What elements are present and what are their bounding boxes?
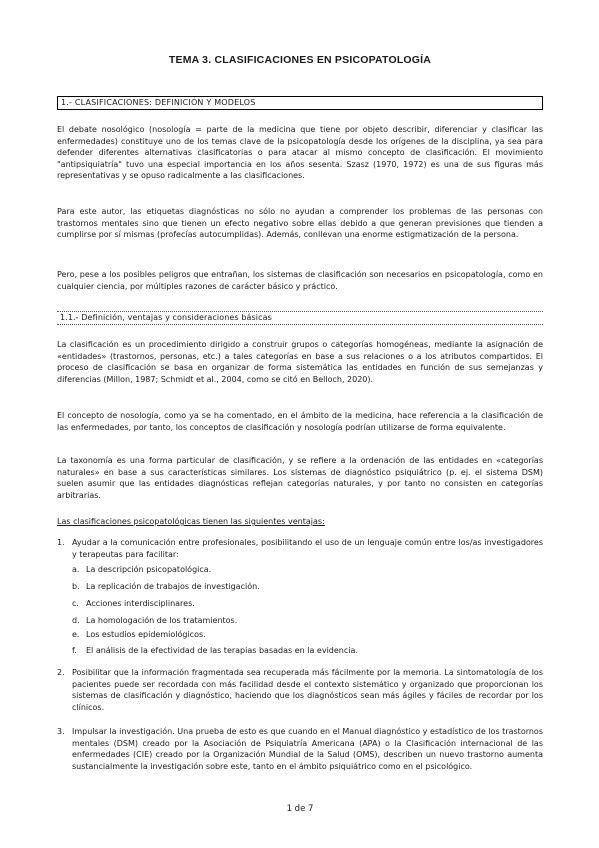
- paragraph-debate: El debate nosológico (nosología = parte de la medicina que tiene por objeto describir, diferenciar y clasificar las enfermedades) constituye uno de los temas clave de la psicopatología desde los orígenes de la disciplina, ya sea para defender diferentes alternativas clasificatorias o para atacar al mismo concepto de clasificación. El movimiento "antipsiquiatría" tuvo una especial importancia en los años sesenta. Szasz (1970, 1972) es una de sus figuras más representativas y se opuso radicalmente a las clasificaciones.: [57, 125, 543, 181]
- advantages-heading: Las clasificaciones psicopatológicas tienen las siguientes ventajas:: [57, 517, 325, 526]
- sub-list-item: e. Los estudios epidemiológicos.: [72, 630, 206, 639]
- list-item-research: Impulsar la investigación. Una prueba de esto es que cuando en el Manual diagnóstico y estadístico de los trastornos mentales (DSM) creado por la Asociación de Psiquiatría Americana (APA) o la Clasificación internacional de las enfermedades (CIE) creado por la Organización Mundial de la Salud (OMS), describen un nuevo trastorno aumenta sustancialmente la investigación sobre este, tanto en el ámbito psiquiátrico como en el psicológico.: [72, 727, 543, 771]
- paragraph-taxonomy: La taxonomía es una forma particular de clasificación, y se refiere a la ordenación de las entidades en «categorías naturales» en base a sus características similares. Los sistemas de diagnóstico psiquiátrico (p. ej. el sistema DSM) suelen asumir que las entidades diagnósticas reflejan categorías naturales, y por tanto no consisten en categorías arbitrarias.: [57, 456, 543, 500]
- paragraph-definition: La clasificación es un procedimiento dirigido a construir grupos o categorías homogéneas, mediante la asignación de «entidades» (trastornos, personas, etc.) a tales categorías en base a sus relaciones o a los atributos compartidos. El proceso de clasificación se basa en organizar de forma sistemática las entidades en función de sus semejanzas y diferencias (Millon, 1987; Schmidt et al., 2004, como se citó en Belloch, 2020).: [57, 340, 543, 384]
- sub-list-item: b. La replicación de trabajos de investigación.: [72, 582, 260, 591]
- list-number-2: 2.: [57, 668, 65, 677]
- list-number-3: 3.: [57, 727, 65, 736]
- list-item-memory: Posibilitar que la información fragmentada sea recuperada más fácilmente por la memoria. La sintomatología de los pacientes puede ser recordada con más facilidad desde el contexto sistemático y organizado que proporcionan los sistemas de clasificación y diagnóstico, haciendo que los diagnósticos sean más ágiles y fáciles de recordar por los clínicos.: [72, 668, 543, 712]
- sub-list-item: d. La homologación de los tratamientos.: [72, 616, 238, 625]
- paragraph-nosology: El concepto de nosología, como ya se ha comentado, en el ámbito de la medicina, hace referencia a la clasificación de las enfermedades, por tanto, los conceptos de clasificación y nosología podrían utilizarse de forma equivalente.: [57, 411, 543, 432]
- sub-list-item: a. La descripción psicopatológica.: [72, 565, 212, 574]
- paragraph-necessity: Pero, pese a los posibles peligros que entrañan, los sistemas de clasificación son necesarios en psicopatología, como en cualquier ciencia, por múltiples razones de carácter básico y práctico.: [57, 270, 543, 291]
- sub-list-item: f. El análisis de la efectividad de las terapias basadas en la evidencia.: [72, 646, 358, 655]
- sub-list-item: c. Acciones interdisciplinares.: [72, 599, 195, 608]
- page-number: 1 de 7: [286, 804, 314, 814]
- list-item-communication: Ayudar a la comunicación entre profesionales, posibilitando el uso de un lenguaje común entre los/as investigadores y terapeutas para facilitar:: [72, 538, 543, 559]
- subsection-heading: 1.1.- Definición, ventajas y consideraciones básicas: [57, 311, 543, 325]
- document-title: TEMA 3. CLASIFICACIONES EN PSICOPATOLOGÍA: [168, 54, 432, 66]
- section-heading: 1.- CLASIFICACIONES: DEFINICIÓN Y MODELOS: [57, 96, 543, 110]
- list-number-1: 1.: [57, 538, 65, 547]
- paragraph-szasz: Para este autor, las etiquetas diagnósticas no sólo no ayudan a comprender los problemas de las personas con trastornos mentales sino que tienen un efecto negativo sobre ellas debido a que generan previsiones que tienden a cumplirse por sí mismas (profecías autocumplidas). Además, conllevan una enorme estigmatización de la persona.: [57, 207, 543, 240]
